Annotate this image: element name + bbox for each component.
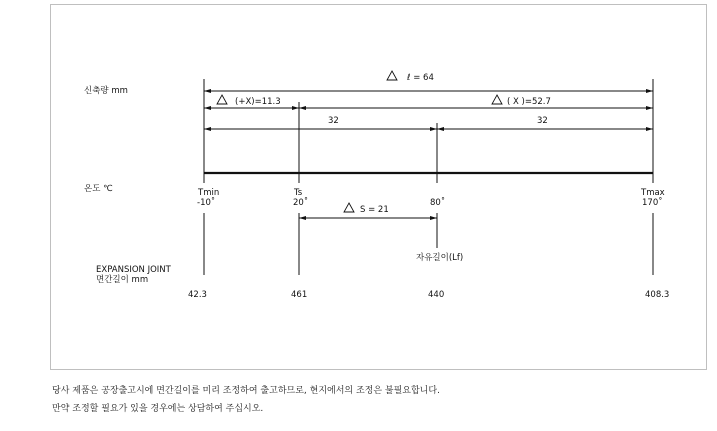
factory-adjustment-note: 당사 제품은 공장출고시에 면간길이를 미리 조정하여 출고하므로, 현지에서의 조정은 불필요합니다. [52,386,440,396]
compression-value: (+X)=11.3 [235,97,281,107]
tmax-value: 170˚ [642,198,663,208]
free-length-label: 자유길이(Lf) [416,253,464,263]
delta-icon [387,71,397,80]
total-expansion-dimension [204,71,653,93]
split-expansion-dimension [204,95,653,110]
tmin-name: Tmin [198,188,220,198]
gap-length-label: 면간길이 mm [96,275,149,285]
delta-icon [492,95,502,104]
gap-value-tmin: 42.3 [188,290,207,300]
consultation-note: 만약 조정할 필요가 있을 경우에는 상담하여 주십시오. [52,404,264,414]
extension-value: ( X )=52.7 [507,97,551,107]
half-right-value: 32 [537,116,548,126]
total-expansion-value: ℓ = 64 [407,73,434,83]
diagram-frame [50,4,707,370]
half-left-value: 32 [328,116,339,126]
expansion-joint-label: EXPANSION JOINT [96,265,171,275]
ts-name: Ts [294,188,303,198]
setting-dimension [299,203,437,220]
expansion-joint-diagram [51,5,706,369]
setting-delta-value: S = 21 [360,205,389,215]
tmin-value: -10˚ [197,198,216,208]
gap-value-tmax: 408.3 [645,290,670,300]
tmax-name: Tmax [641,188,665,198]
delta-icon [344,203,354,212]
gap-value-mid: 440 [428,290,445,300]
half-expansion-dimension [204,116,653,131]
temperature-label: 온도 ℃ [84,184,113,194]
delta-icon [217,95,227,104]
ts-value: 20˚ [293,198,309,208]
gap-value-ts: 461 [291,290,308,300]
mid-value: 80˚ [430,198,446,208]
expansion-amount-label: 신축량 mm [84,86,128,96]
